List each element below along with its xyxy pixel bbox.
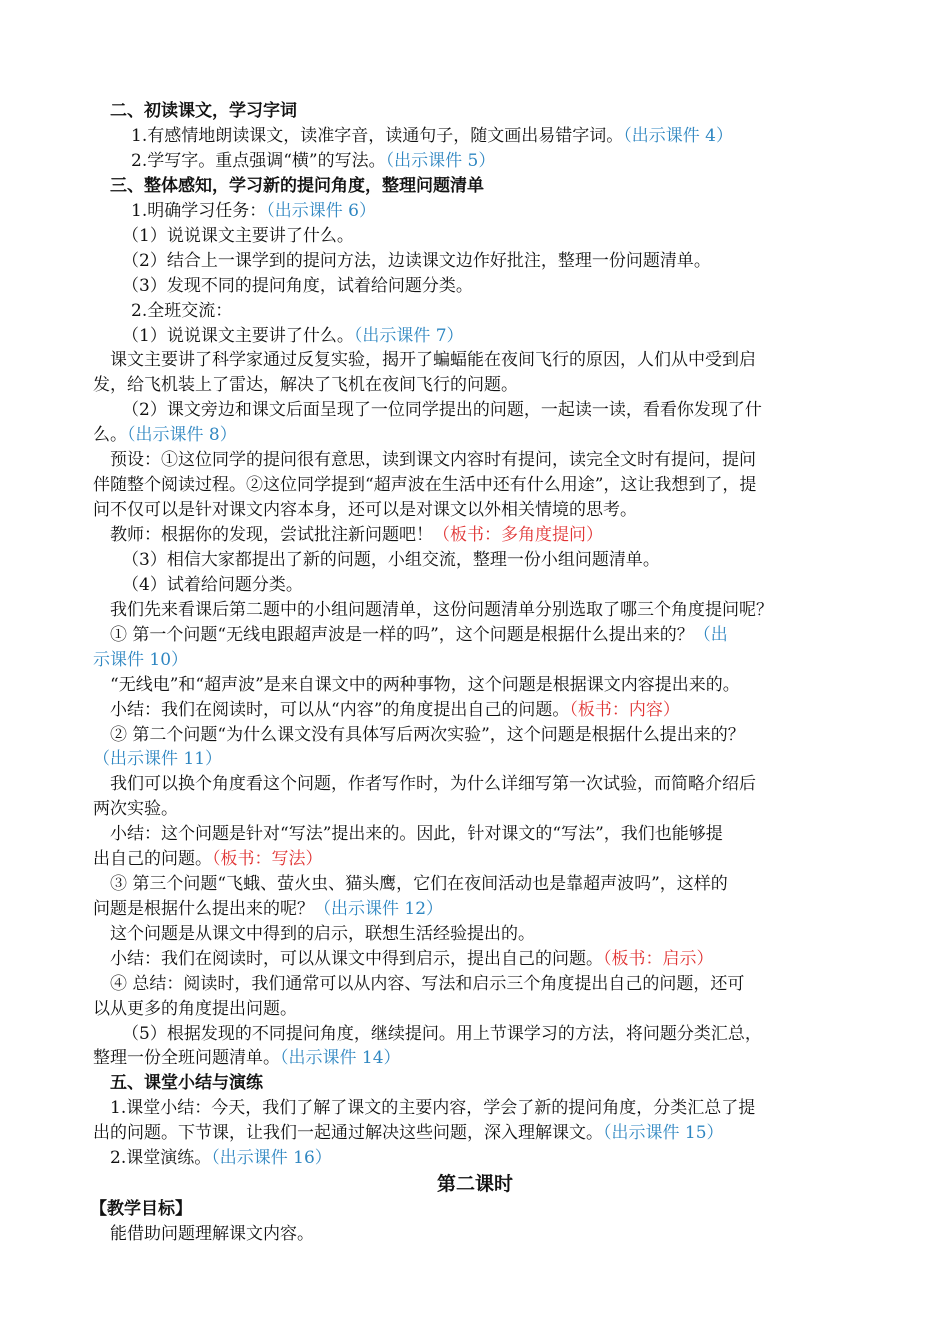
paragraph-line: 预设：①这位同学的提问很有意思，读到课文内容时有提问，读完全文时有提问，提问 xyxy=(93,450,756,470)
paragraph-line: 2.学写字。重点强调“横”的写法。（出示课件 5） xyxy=(131,151,496,171)
paragraph-line: 教师：根据你的发现，尝试批注新问题吧！（板书：多角度提问） xyxy=(93,525,603,545)
paragraph-line: （2）课文旁边和课文后面呈现了一位同学提出的问题，一起读一读，看看你发现了什 xyxy=(122,400,762,420)
paragraph-line: 小结：我们在阅读时，可以从课文中得到启示，提出自己的问题。（板书：启示） xyxy=(93,949,714,969)
heading-section-5: 五、课堂小结与演练 xyxy=(93,1073,263,1093)
paragraph-line: 1.明确学习任务：（出示课件 6） xyxy=(131,201,376,221)
paragraph-line: 这个问题是从课文中得到的启示，联想生活经验提出的。 xyxy=(93,924,535,944)
paragraph-line: 出自己的问题。（板书：写法） xyxy=(93,849,323,869)
paragraph-line: 示课件 10） xyxy=(93,650,189,670)
paragraph-line: （1）说说课文主要讲了什么。 xyxy=(122,226,354,246)
paragraph-line: 以从更多的角度提出问题。 xyxy=(93,999,297,1019)
paragraph-line: 伴随整个阅读过程。②这位同学提到“超声波在生活中还有什么用途”，这让我想到了，提 xyxy=(93,475,757,495)
paragraph-line: 发，给飞机装上了雷达，解决了飞机在夜间飞行的问题。 xyxy=(93,375,518,395)
paragraph-line: 小结：这个问题是针对“写法”提出来的。因此，针对课文的“写法”，我们也能够提 xyxy=(93,824,723,844)
paragraph-line: ④ 总结：阅读时，我们通常可以从内容、写法和启示三个角度提出自己的问题，还可 xyxy=(93,974,745,994)
paragraph-line: ② 第二个问题“为什么课文没有具体写后两次实验”，这个问题是根据什么提出来的？ xyxy=(93,725,745,745)
paragraph-line: （2）结合上一课学到的提问方法，边读课文边作好批注，整理一份问题清单。 xyxy=(122,251,711,271)
heading-section-3: 三、整体感知，学习新的提问角度，整理问题清单 xyxy=(93,176,484,196)
paragraph-line: 两次实验。 xyxy=(93,799,178,819)
paragraph-line: 整理一份全班问题清单。（出示课件 14） xyxy=(93,1048,401,1068)
paragraph-line: （1）说说课文主要讲了什么。（出示课件 7） xyxy=(122,326,464,346)
paragraph-line: ③ 第三个问题“飞蛾、萤火虫、猫头鹰，它们在夜间活动也是靠超声波吗”，这样的 xyxy=(93,874,728,894)
paragraph-line: （3）发现不同的提问角度，试着给问题分类。 xyxy=(122,276,473,296)
paragraph-line: 问不仅可以是针对课文内容本身，还可以是对课文以外相关情境的思考。 xyxy=(93,500,637,520)
paragraph-line: 问题是根据什么提出来的呢？（出示课件 12） xyxy=(93,899,444,919)
paragraph-line: ① 第一个问题“无线电跟超声波是一样的吗”，这个问题是根据什么提出来的？（出 xyxy=(93,625,728,645)
paragraph-line: 课文主要讲了科学家通过反复实验，揭开了蝙蝠能在夜间飞行的原因，人们从中受到启 xyxy=(93,350,756,370)
lesson-title: 第二课时 xyxy=(436,1173,513,1195)
heading-teaching-goals: 【教学目标】 xyxy=(90,1199,192,1219)
paragraph-line: 2.课堂演练。（出示课件 16） xyxy=(93,1148,332,1168)
paragraph-line: （出示课件 11） xyxy=(93,749,223,769)
heading-section-2: 二、初读课文，学习字词 xyxy=(93,101,297,121)
paragraph-line: “无线电”和“超声波”是来自课文中的两种事物，这个问题是根据课文内容提出来的。 xyxy=(93,675,740,695)
paragraph-line: （5）根据发现的不同提问角度，继续提问。用上节课学习的方法，将问题分类汇总， xyxy=(122,1024,762,1044)
paragraph-line: 1.课堂小结：今天，我们了解了课文的主要内容，学会了新的提问角度，分类汇总了提 xyxy=(93,1098,756,1118)
paragraph-line: 我们先来看课后第二题中的小组问题清单，这份问题清单分别选取了哪三个角度提问呢？ xyxy=(93,600,773,620)
paragraph-line: 么。（出示课件 8） xyxy=(93,425,237,445)
paragraph-line: 1.有感情地朗读课文，读准字音，读通句子，随文画出易错字词。（出示课件 4） xyxy=(131,126,733,146)
paragraph-line: 出的问题。下节课，让我们一起通过解决这些问题，深入理解课文。（出示课件 15） xyxy=(93,1123,724,1143)
paragraph-line: （4）试着给问题分类。 xyxy=(122,575,303,595)
paragraph-line: 我们可以换个角度看这个问题，作者写作时，为什么详细写第一次试验，而简略介绍后 xyxy=(93,774,756,794)
paragraph-line: （3）相信大家都提出了新的问题，小组交流，整理一份小组问题清单。 xyxy=(122,550,660,570)
paragraph-line: 小结：我们在阅读时，可以从“内容”的角度提出自己的问题。（板书：内容） xyxy=(93,700,680,720)
paragraph-line: 2.全班交流： xyxy=(131,301,233,321)
paragraph-line: 能借助问题理解课文内容。 xyxy=(93,1224,314,1244)
